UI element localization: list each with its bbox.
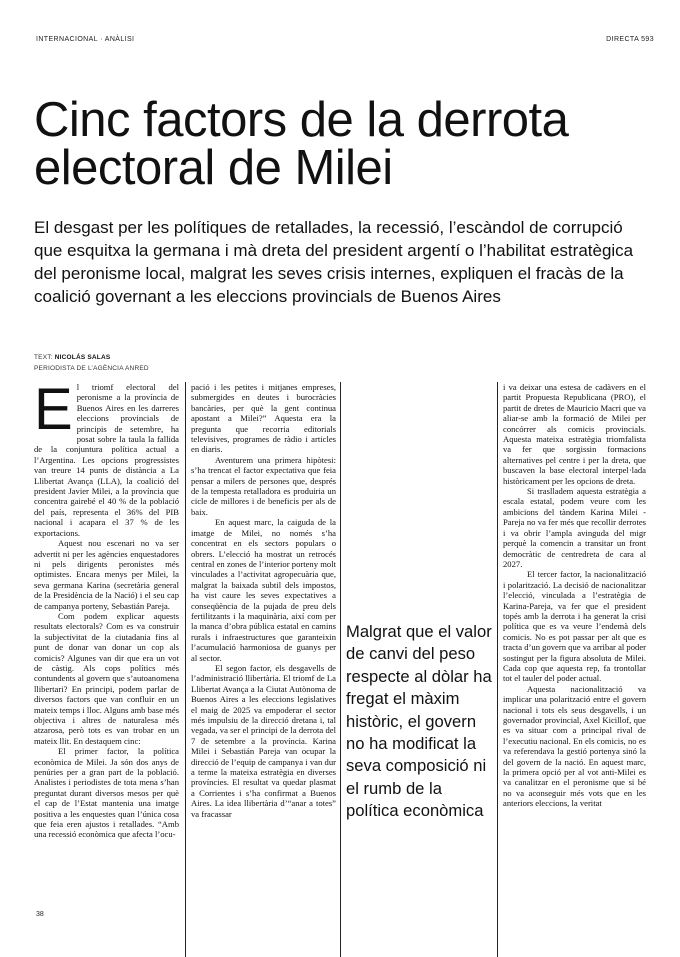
section-label: INTERNACIONAL · ANÀLISI xyxy=(36,36,135,43)
paragraph: El primer factor, la política econòmica de Milei. Ja són dos anys de penúries per a gran part de la població. Analistes i periodistes de tota mena s’han preguntat durant diversos mesos per què el cap de l’Estat mantenia una imatge positiva a les enquestes quan l’única cosa que feia eren ajustos i retallades. “Amb una recessió econòmica que afecta l’ocu- xyxy=(34,746,179,840)
paragraph: Aquesta nacionalització va implicar una polarització entre el govern nacional i tots els seus desgavells, i un governador provincial, Axel Kicillof, que es va situar com a principal rival de l’executiu nacional. En els comicis, no es va referendava la gestió portenya sinó la del govern de la nació. En aquest marc, la primera opció per al vot anti-Milei es va canalitzar en el peronisme que si bé no va aconseguir més vots que en les anteriors eleccions, la veritat xyxy=(503,683,646,809)
article-title: Cinc factors de la derrota electoral de Milei xyxy=(34,93,569,195)
credit-label: TEXT: xyxy=(34,354,53,361)
paragraph: El tercer factor, la nacionalització i polarització. La decisió de nacionalitzar l’elecció, vinculada a l’estratègia de Karina-Pareja, va fer que el president topés amb la derrota i ha generat la crisi política que es va veure l’endemà dels comicis. No es pot passar per alt que es tracta d’un govern que va arribar al poder sostingut per la figura absoluta de Milei. Cada cop que aquesta rep, fa trontollar tot el tauler del poder actual. xyxy=(503,569,646,684)
page-number: 38 xyxy=(36,911,44,918)
column-divider xyxy=(340,382,341,957)
pull-quote: Malgrat que el valor de canvi del peso respecte al dòlar ha fregat el màxim històric, el govern no ha modificat la seva composició ni el rumb de la política econòmica xyxy=(346,622,492,821)
issue-label: DIRECTA 593 xyxy=(606,36,654,43)
paragraph: Aventurem una primera hipòtesi: s’ha trencat el factor expectativa que feia pensar a milers de persones que, després de la tempesta retalladora es produiria un cicle de millores i de beneficis per als de baix. xyxy=(191,454,336,517)
article-lead: El desgast per les polítiques de retallades, la recessió, l’escàndol de corrupció que esquitxa la germana i mà dreta del president argentí o l’habilitat estratègica del peronisme local, malgrat les seves crisis internes, expliquen el fracàs de la coalició governant a les eleccions provincials de Buenos Aires xyxy=(34,218,634,306)
author-role: PERIODISTA DE L’AGÈNCIA ANRED xyxy=(34,365,149,372)
paragraph: Com podem explicar aquests resultats electorals? Com es va construir la subjectivitat de la ciutadania fins al punt de donar van donar un cop als comicis? Algunes van dir que era un vot de càstig. Als cops polítics més contundents al govern que s’autoanomena llibertari? En principi, podem parlar de diversos factors que van confluir en un mateix temps i lloc. Alguns amb base més objectiva i altres de naturalesa més atzarosa, però tots es van trobar en un mateix llit. En destaquem cinc: xyxy=(34,610,179,746)
article-credits xyxy=(34,352,149,374)
body-column-1 xyxy=(34,377,179,840)
paragraph: Si traslladem aquesta estratègia a escala estatal, podem veure com les ambicions del tàndem Karina Milei - Pareja no va fer més que recollir derrotes i va obrir l’ampla avinguda del migr perquè la comencin a transitar un front democràtic de centredreta de cara al 2027. xyxy=(503,486,646,569)
paragraph: i va deixar una estesa de cadàvers en el partit Propuesta Republicana (PRO), el partit de dretes de Mauricio Macri que va aliar-se amb la formació de Milei per concórrer als comicis provincials. Aquesta mateixa estratègia triomfalista va fer que sorgissin formacions alternatives pel centre i per la dreta, que buscaven la base electoral interpel·lada històricament per les opcions de dreta. xyxy=(503,382,646,486)
column-divider xyxy=(497,382,498,957)
paragraph: pació i les petites i mitjanes empreses, submergides en deutes i burocràcies bancàries, per què la gent continua apostant a Milei?” Aquesta era la pregunta que recorria editorials televisives, programes de ràdio i articles en diaris. xyxy=(191,382,336,455)
paragraph: El segon factor, els desgavells de l’administració llibertària. El triomf de La Llibertat Avança a la Ciutat Autònoma de Buenos Aires a les eleccions legislatives el maig de 2025 va empoderar el sector més impulsiu de la direcció dretana i, tal vegada, va ser el principi de la derrota del 7 de setembre a la província. Karina Milei i Sebastián Pareja van ocupar la direcció de l’equip de campanya i van dur a terme la mateixa estratègia en diverses províncies. El resultat va quedar plasmat a Corrientes i s’ha confirmat a Buenos Aires. La idea llibertària d’“anar a totes” va fracassar xyxy=(191,662,336,819)
body-column-2 xyxy=(191,382,336,819)
paragraph: En aquest marc, la caiguda de la imatge de Milei, no només s’ha concentrat en els sectors populars o obrers. L’elecció ha mostrat un retrocés central en zones de l’interior porteny molt vinculades a l’activitat agropecuària que, malgrat la baixada subtil dels impostos, ha vist caure les seves expectatives a conseqüència de la pujada de preu dels fertilitzants i la maquinària, així com per la manca d’obra pública estatal en camins rurals i infraestructures que garanteixin l’acumulació harmoniosa de guanys per al sector. xyxy=(191,517,336,663)
author-name: NICOLÁS SALAS xyxy=(54,354,111,361)
paragraph: El triomf electoral del peronisme a la província de Buenos Aires en les darreres eleccions provincials de principis de setembre, ha posat sobre la taula la fallida de la conjuntura política actual a l’Argentina. Les opcions progressistes van treure 14 punts de distància a La Llibertat Avança (LLA), la coalició del president Javier Milei, a la província que concentra gairebé el 40 % de la població del país, representa el 36% del PIB nacional i acapara el 37 % de les exportacions. xyxy=(34,377,179,538)
column-divider xyxy=(185,382,186,957)
paragraph: Aquest nou escenari no va ser advertit ni per les agències enquestadores ni pels dirigents peronistes més optimistes. Encara menys per Milei, la seva germana Karina (secretària general de la Presidència de la Nació) i el seu cap de campanya porteny, Sebastián Pareja. xyxy=(34,538,179,611)
body-column-3 xyxy=(503,382,646,809)
drop-cap: E xyxy=(34,377,73,442)
